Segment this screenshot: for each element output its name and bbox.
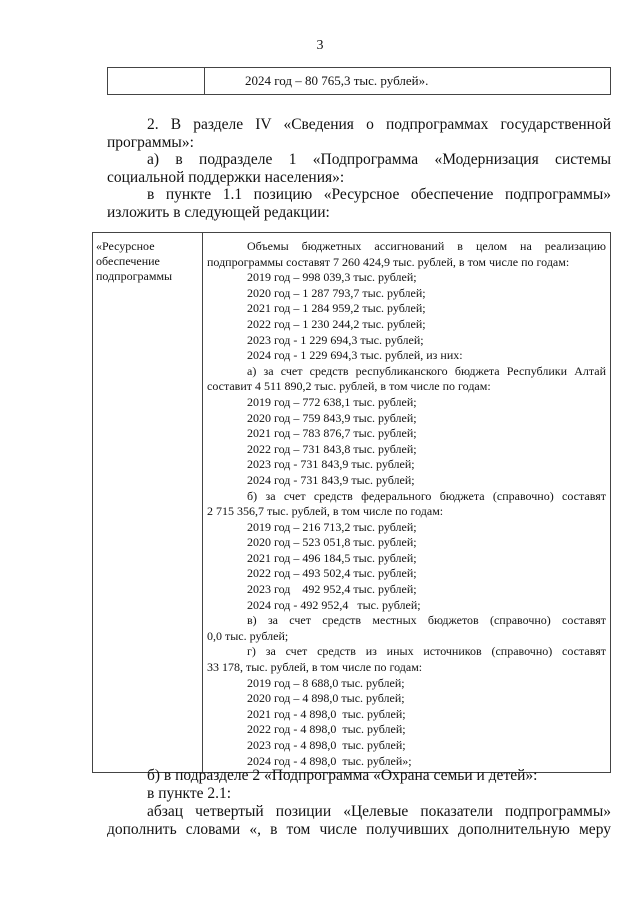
year-line: 2019 год – 772 638,1 тыс. рублей; bbox=[247, 394, 417, 409]
year-line: 2022 год – 731 843,8 тыс. рублей; bbox=[247, 441, 417, 456]
year-line: 2023 год 492 952,4 тыс. рублей; bbox=[247, 582, 417, 597]
resource-table bbox=[92, 232, 611, 773]
year-line: 2021 год – 496 184,5 тыс. рублей; bbox=[247, 550, 417, 565]
table-row bbox=[93, 233, 611, 773]
continuation-table bbox=[107, 67, 611, 95]
text-line: г) за счет средств из иных источников (справочно) составят bbox=[247, 644, 606, 659]
year-line: 2024 год - 731 843,9 тыс. рублей; bbox=[247, 472, 415, 487]
table-row bbox=[108, 68, 611, 95]
table-cell-value: 2024 год – 80 765,3 тыс. рублей». bbox=[205, 68, 611, 95]
resource-label-cell: «Ресурсное обеспечение подпрограммы bbox=[93, 233, 203, 773]
year-line: 2024 год - 1 229 694,3 тыс. рублей, из них: bbox=[247, 348, 463, 363]
paragraph-line: изложить в следующей редакции: bbox=[107, 203, 330, 221]
paragraph-line: программы»: bbox=[107, 133, 194, 151]
paragraph-line: дополнить словами «, в том числе получивших дополнительную меру bbox=[107, 820, 611, 838]
year-line: 2019 год – 998 039,3 тыс. рублей; bbox=[247, 270, 417, 285]
paragraph-line: в пункте 2.1: bbox=[147, 785, 232, 802]
year-line: 2022 год – 493 502,4 тыс. рублей; bbox=[247, 566, 417, 581]
text-line: в) за счет средств местных бюджетов (справочно) составят bbox=[247, 613, 606, 628]
year-line: 2022 год - 4 898,0 тыс. рублей; bbox=[247, 722, 406, 737]
year-line: 2020 год – 759 843,9 тыс. рублей; bbox=[247, 410, 417, 425]
paragraph-subsection-1 bbox=[107, 151, 611, 186]
paragraph-item-2-1 bbox=[107, 785, 611, 803]
text-line: подпрограммы составят 7 260 424,9 тыс. рублей, в том числе по годам: bbox=[207, 254, 570, 269]
year-line: 2021 год – 783 876,7 тыс. рублей; bbox=[247, 426, 417, 441]
year-line: 2022 год – 1 230 244,2 тыс. рублей; bbox=[247, 316, 426, 331]
resource-body-cell bbox=[203, 233, 611, 773]
text-line: 33 178, тыс. рублей, в том числе по годам: bbox=[207, 660, 423, 675]
text-line: б) за счет средств федерального бюджета (справочно) составят bbox=[247, 488, 606, 503]
paragraph-line: а) в подразделе 1 «Подпрограмма «Модернизация системы bbox=[147, 151, 611, 168]
paragraph-section-iv bbox=[107, 116, 611, 151]
text-line: 0,0 тыс. рублей; bbox=[207, 628, 289, 643]
paragraph-item-1-1 bbox=[107, 186, 611, 221]
paragraph-target-indicators bbox=[107, 803, 611, 838]
text-line: Объемы бюджетных ассигнований в целом на реализацию bbox=[247, 239, 606, 253]
text-line: а) за счет средств республиканского бюджета Республики Алтай bbox=[247, 363, 606, 378]
paragraph-line: б) в подразделе 2 «Подпрограмма «Охрана семьи и детей»: bbox=[147, 767, 538, 784]
year-line: 2023 год - 731 843,9 тыс. рублей; bbox=[247, 457, 415, 472]
year-line: 2020 год – 4 898,0 тыс. рублей; bbox=[247, 691, 405, 706]
year-line: 2023 год - 4 898,0 тыс. рублей; bbox=[247, 738, 406, 752]
page-number: 3 bbox=[316, 38, 324, 53]
text-line: 2 715 356,7 тыс. рублей, в том числе по годам: bbox=[207, 504, 444, 519]
year-line: 2024 год - 4 898,0 тыс. рублей»; bbox=[247, 753, 412, 768]
year-line: 2019 год – 8 688,0 тыс. рублей; bbox=[247, 675, 405, 690]
year-line: 2024 год - 492 952,4 тыс. рублей; bbox=[247, 597, 421, 612]
year-line: 2021 год - 4 898,0 тыс. рублей; bbox=[247, 706, 406, 721]
year-line: 2020 год – 1 287 793,7 тыс. рублей; bbox=[247, 285, 426, 300]
paragraph-line: в пункте 1.1 позицию «Ресурсное обеспечение подпрограммы» bbox=[147, 186, 611, 203]
text-line: составит 4 511 890,2 тыс. рублей, в том числе по годам: bbox=[207, 379, 491, 394]
paragraph-line: 2. В разделе IV «Сведения о подпрограммах государственной bbox=[147, 116, 611, 133]
table-cell-empty bbox=[108, 68, 205, 95]
year-line: 2019 год – 216 713,2 тыс. рублей; bbox=[247, 519, 417, 534]
year-line: 2020 год – 523 051,8 тыс. рублей; bbox=[247, 535, 417, 550]
paragraph-line: социальной поддержки населения»: bbox=[107, 168, 345, 186]
paragraph-line: абзац четвертый позиции «Целевые показатели подпрограммы» bbox=[147, 803, 611, 820]
year-line: 2023 год - 1 229 694,3 тыс. рублей; bbox=[247, 332, 424, 347]
paragraph-subsection-2 bbox=[107, 767, 611, 785]
year-line: 2021 год – 1 284 959,2 тыс. рублей; bbox=[247, 301, 426, 316]
